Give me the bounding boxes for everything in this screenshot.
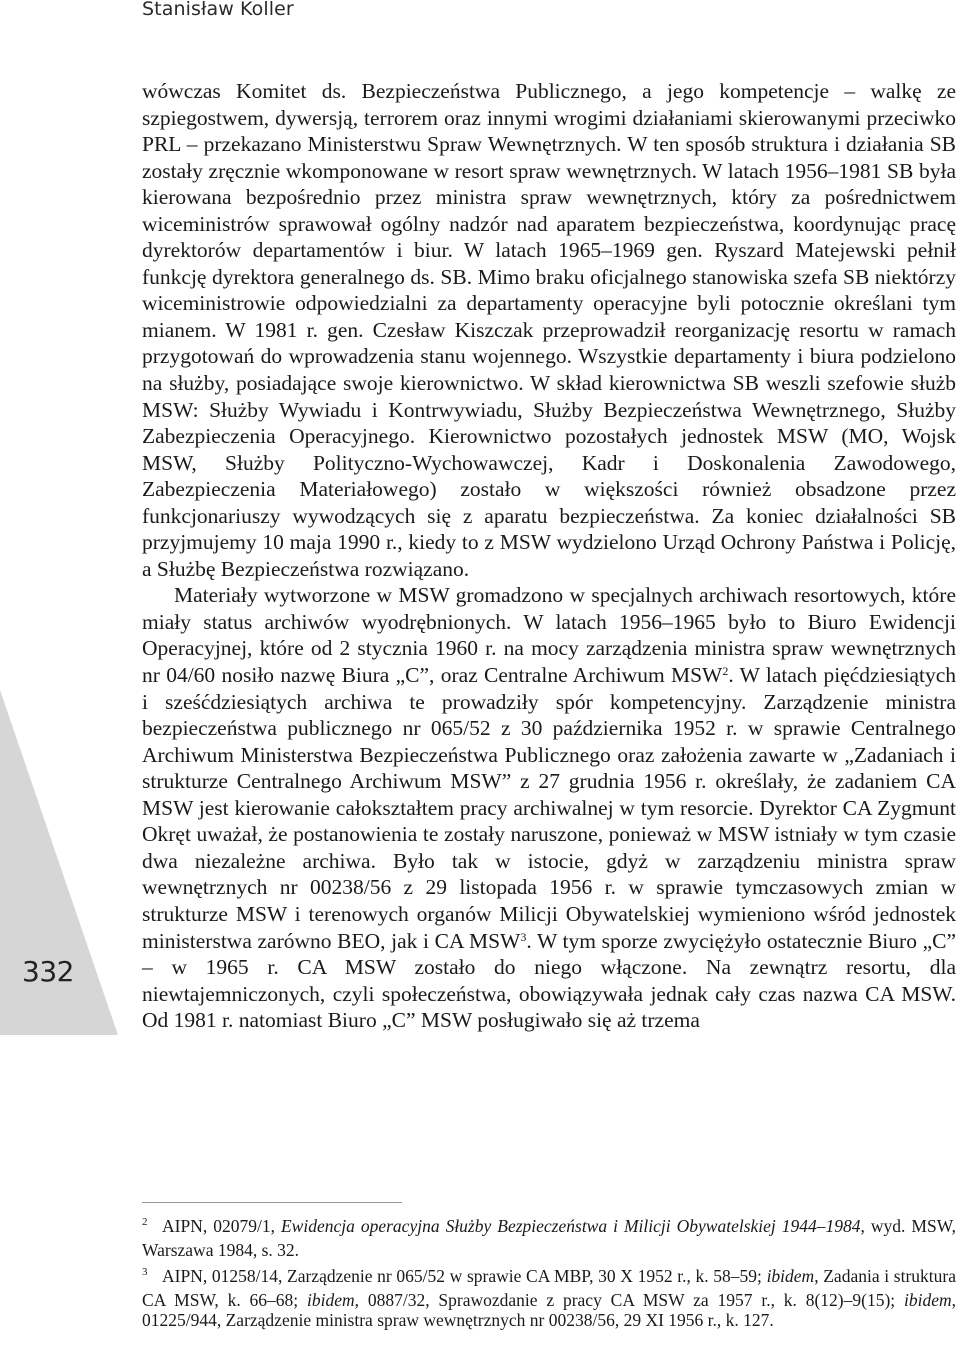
footnotes xyxy=(142,1216,956,1337)
footnote-ref-3[interactable]: 3 xyxy=(520,929,527,944)
footnote-2 xyxy=(142,1216,956,1260)
text-segment: , Zadania i struktura CA MSW, k. 66–68; xyxy=(142,1266,956,1310)
running-header-author: Stanisław Koller xyxy=(142,0,294,20)
text-segment: , 01225/944, Zarządzenie ministra spraw wewnętrznych nr 00238/56, 29 XI 1956 r., k. 127. xyxy=(142,1289,956,1331)
paragraph-1 xyxy=(142,78,956,582)
text-segment: Materiały wytworzone w MSW gromadzono w specjalnych archiwach resortowych, które miały status archiwów wyodrębnionych. W latach 1956–1965 było to Biuro Ewidencji Operacyjnej, które od 2 stycznia 1960 r. na mocy zarządzenia ministra spraw wewnętrznych nr 04/60 nosiło nazwę Biura „C”, oraz Centralne Archiwum MSW xyxy=(142,583,956,688)
text-segment: , 0887/32, Sprawozdanie z pracy CA MSW za 1957 r., k. 8(12)–9(15); xyxy=(354,1289,904,1310)
italic-ibidem: ibidem xyxy=(766,1266,815,1287)
text-segment: AIPN, 02079/1, xyxy=(162,1216,281,1236)
italic-ibidem: ibidem xyxy=(903,1289,952,1310)
paragraph-2 xyxy=(142,582,956,1033)
italic-title: Ewidencja operacyjna Służby Bezpieczeństwa i Milicji Obywatelskiej 1944–1984 xyxy=(280,1216,861,1236)
footnote-ref-2[interactable]: 2 xyxy=(722,664,729,679)
footnote-3 xyxy=(142,1266,956,1331)
footnote-mark: 3 xyxy=(142,1266,148,1279)
text-segment: wówczas Komitet ds. Bezpieczeństwa Publicznego, a jego kompetencje – walkę ze szpiegostwem, dywersją, terrorem oraz innymi wrogimi działaniami skierowanymi przeciwko PRL – przekazano Ministerstwu Spraw Wewnętrznych. W ten sposób struktura i działania SB zostały zręcznie wkomponowane w resort spraw wewnętrznych. W latach 1956–1981 SB była kierowana bezpośrednio przez ministra spraw wewnętrznych, który za pośrednictwem wiceministrów sprawował ogólny nadzór nad aparatem bezpieczeństwa, koordynując pracę dyrektorów departamentów i biur. W latach 1965–1969 gen. Ryszard Matejewski pełnił funkcję dyrektora generalnego ds. SB. Mimo braku oficjalnego stanowiska szefa SB niektórzy wiceministrowie odpowiedzialni za departamenty operacyjne byli potocznie określani tym mianem. W 1981 r. gen. Czesław Kiszczak przeprowadził reorganizację resortu w ramach przygotowań do wprowadzenia stanu wojennego. Wszystkie departamenty i biura podzielono na służby, posiadające swoje kierownictwo. W skład kierownictwa SB weszli szefowie służb MSW: Służby Wywiadu i Kontrwywiadu, Służby Bezpieczeństwa Wewnętrznego, Służby Zabezpieczenia Operacyjnego. Kierownictwo pozostałych jednostek MSW (MO, Wojsk MSW, Służby Polityczno-Wychowawczej, Kadr i Doskonalenia Zawodowego, Zabezpieczenia Materiałowego) zostało w większości również obsadzone przez funkcjonariuszy wywodzących się z aparatu bezpieczeństwa. Za koniec działalności SB przyjmujemy 10 maja 1990 r., kiedy to z MSW wydzielono Urząd Ochrony Państwa i Policję, a Służbę Bezpieczeństwa rozwiązano. xyxy=(142,79,956,581)
footnote-mark: 2 xyxy=(142,1216,148,1228)
footnote-divider xyxy=(142,1202,402,1203)
italic-ibidem: ibidem xyxy=(306,1289,355,1310)
text-segment: . W latach pięćdziesiątych i sześćdziesiątych archiwa te prowadziły spór kompetencyjny. Zarządzenie ministra bezpieczeństwa publicznego nr 065/52 z 30 października 1952 r. w sprawie Centralnego Archiwum Ministerstwa Bezpieczeństwa Publicznego oraz założenia zawarte w „Zadaniach i strukturze Centralnego Archiwum MSW” z 27 grudnia 1956 r. określały, że zadaniem CA MSW jest kierowanie całokształtem pracy archiwalnej w tym resorcie. Dyrektor CA Zygmunt Okręt uważał, że postanowienia te zostały naruszone, ponieważ w MSW istniały w tym czasie dwa niezależne archiwa. Było tak w istocie, gdyż w zarządzeniu ministra spraw wewnętrznych nr 00238/56 z 29 listopada 1956 r. w sprawie tymczasowych zmian w strukturze MSW i terenowych organów Milicji Obywatelskiej wymieniono wśród jednostek ministerstwa zarówno BEO, jak i CA MSW xyxy=(142,663,957,953)
page-number: 332 xyxy=(22,955,74,988)
text-segment: . W tym sporze zwyciężyło ostatecznie Biuro „C” – w 1965 r. CA MSW zostało do niego włączone. Na zewnątrz resortu, dla niewtajemniczonych, czyli społeczeństwa, obowiązywała jednak cały czas nazwa CA MSW. Od 1981 r. natomiast Biuro „C” MSW posługiwało się aż trzema xyxy=(142,928,956,1033)
text-segment: AIPN, 01258/14, Zarządzenie nr 065/52 w sprawie CA MBP, 30 X 1952 r., k. 58–59; xyxy=(162,1266,767,1287)
body-text xyxy=(142,78,956,1034)
text-segment: , wyd. MSW, Warszawa 1984, s. 32. xyxy=(142,1216,957,1260)
